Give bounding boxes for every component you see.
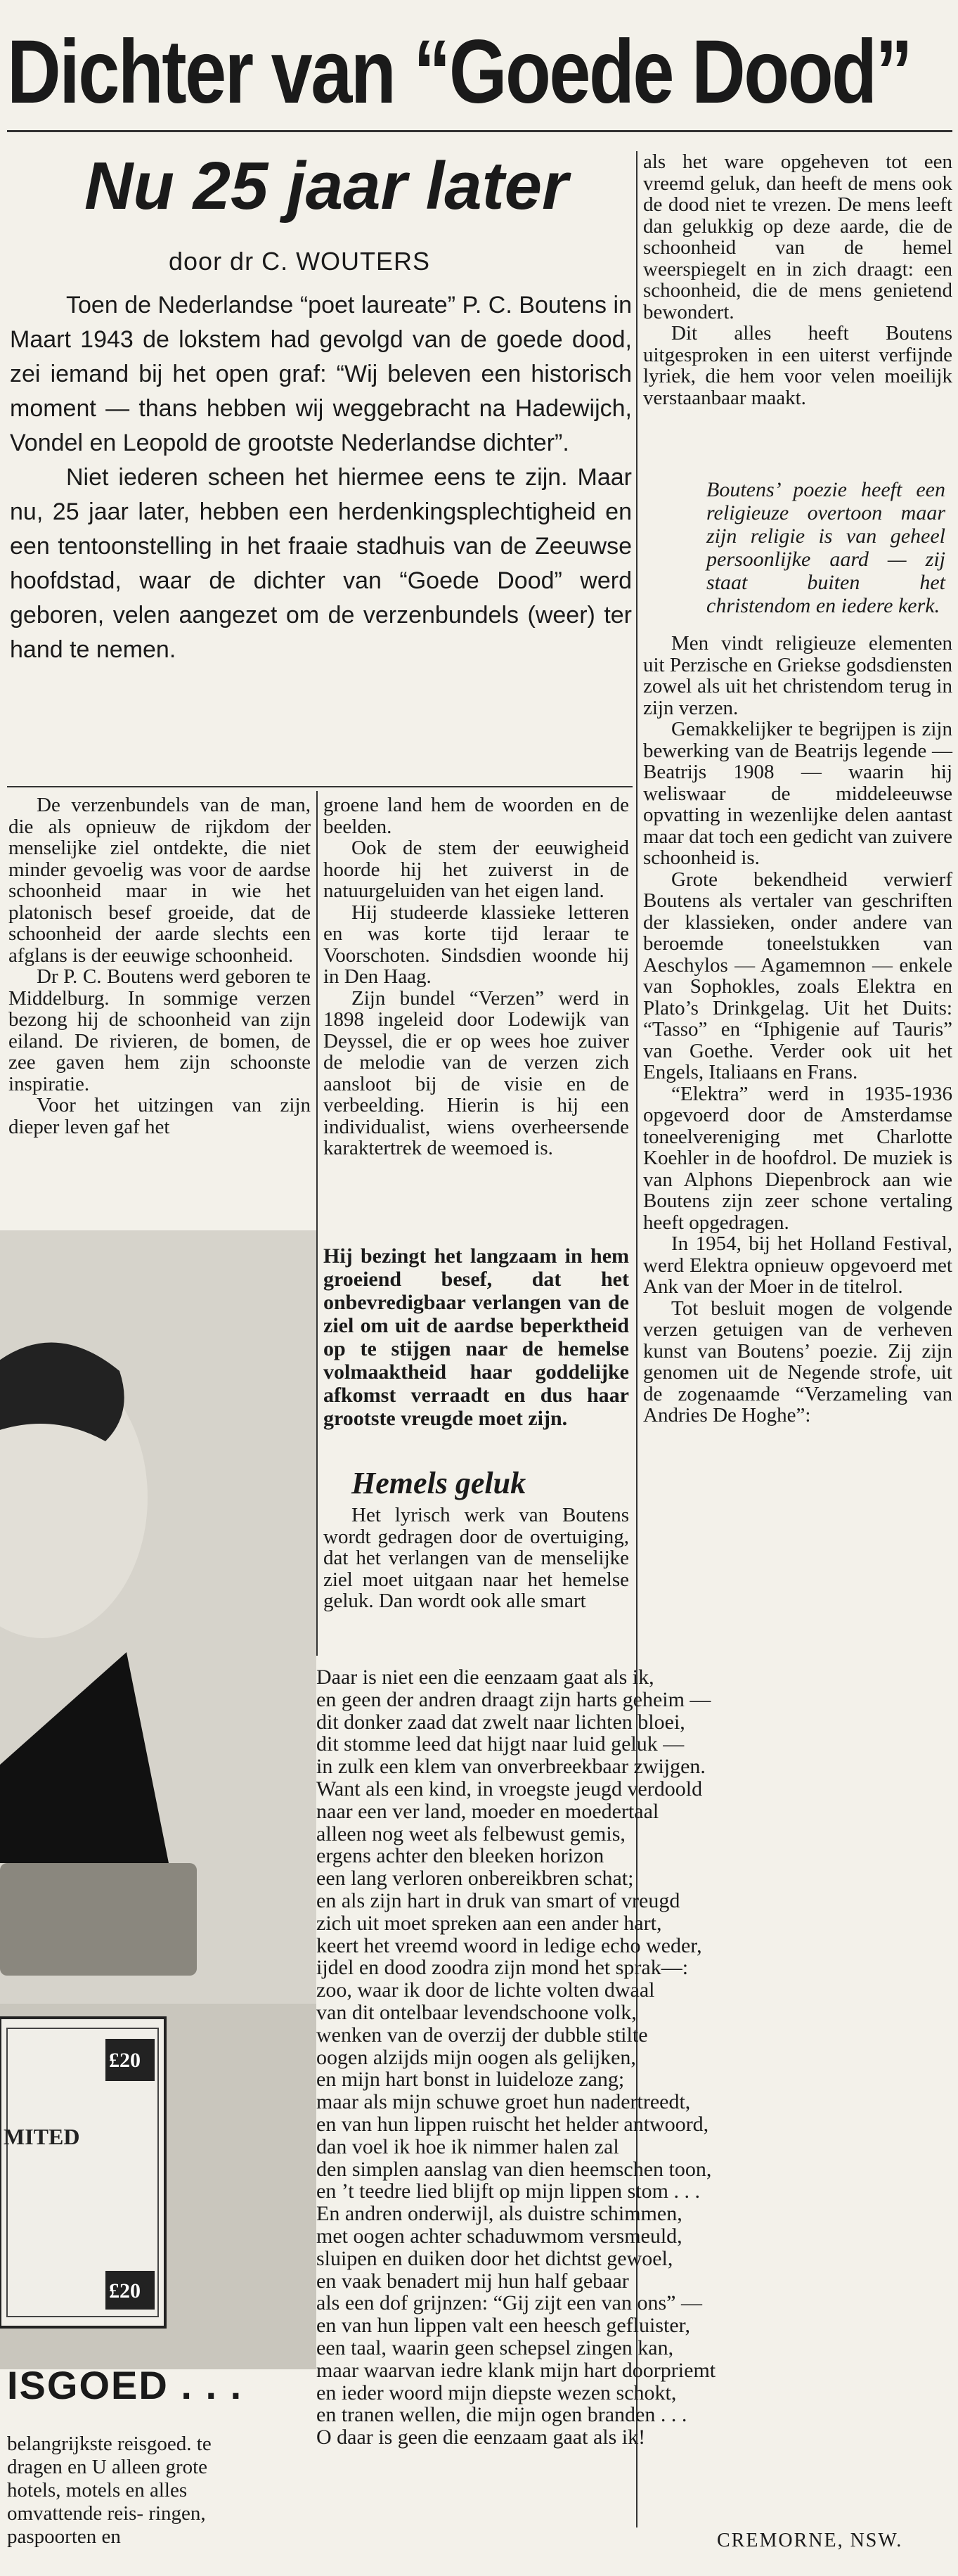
poem-line: een taal, waarin geen schepsel zingen kan,: [316, 2336, 674, 2359]
body-paragraph: Hij studeerde klassieke letteren en was korte tijd leraar te Voorschoten. Sindsdien woonde hij in Den Haag.: [323, 901, 629, 988]
poem: [316, 1666, 949, 2449]
author-photo: [0, 1230, 316, 2369]
poem-line: en van hun lippen valt een heesch gefluister,: [316, 2314, 690, 2338]
poem-line: in zulk een klem van onverbreekbaar zwijgen.: [316, 1755, 706, 1779]
body-paragraph: Tot besluit mogen de volgende verzen getuigen van de verheven kunst van Boutens’ poezie. Zij zijn genomen uit de Negende strofe, uit de zogenaamde “Verzameling van Andries De Hoghe”:: [643, 1296, 952, 1427]
poem-line: den simplen aanslag van dien heemschen toon,: [316, 2157, 712, 2181]
poem-line: Want als een kind, in vroegste jeugd verdoold: [316, 1777, 703, 1801]
column-3: [643, 151, 952, 408]
intro-text: [10, 288, 632, 667]
body-paragraph: De verzenbundels van de man, die als opnieuw de rijkdom der menselijke ziel ontdekte, die niet minder gevoelig was voor de aardse schoonheid maar in wie het platonisch besef groeide, dat de schoonheid der aarde slechts een afglans is der eeuwige schoonheid.: [8, 794, 311, 967]
poem-line: zoo, waar ik door de lichte volten dwaal: [316, 1978, 655, 2002]
body-paragraph: In 1954, bij het Holland Festival, werd Elektra opnieuw opgevoerd met Ank van der Moer in de titelrol.: [643, 1232, 952, 1298]
body-paragraph: Zijn bundel “Verzen” werd in 1898 ingeleid door Lodewijk van Deyssel, die er op wees hoe zuiver de melodie van de verzen zich aansloot bij de visie en de verbeelding. Hierin is hij een individualist, wiens overheersende karaktertrek de weemoed is.: [323, 986, 629, 1159]
poem-line: als een dof grijnzen: “Gij zijt een van ons” —: [316, 2291, 702, 2315]
pullquote-italic: Boutens’ poezie heeft een religieuze overtoon maar zijn religie is van geheel persoonlijke aard — zij staat buiten het christendom en iedere kerk.: [706, 478, 945, 617]
banknote-value: £20: [109, 2279, 141, 2303]
poem-line: en vaak benadert mij hun half gebaar: [316, 2269, 629, 2293]
poem-line: En andren onderwijl, als duistre schimmen,: [316, 2202, 682, 2226]
poem-line: keert het vreemd woord in ledige echo weder,: [316, 1933, 702, 1957]
body-paragraph: Het lyrisch werk van Boutens wordt gedragen door de overtuiging, dat het verlangen van de menselijke ziel moet uitgaan naar het hemelse geluk. Dan wordt ook alle smart: [323, 1504, 629, 1612]
poem-line: dit donker zaad dat zwelt naar lichten bloei,: [316, 1710, 685, 1734]
pullquote-bold: Hij bezingt het langzaam in hem groeiend besef, dat het onbevredigbaar verlangen van de ziel om uit de aardse beperktheid op te stijgen naar de hemelse volmaaktheid haar goddelijke afkomst verraadt en dus haar grootste vreugde moet zijn.: [323, 1244, 629, 1430]
subheadline: Nu 25 jaar later: [84, 148, 569, 224]
poem-line: maar als mijn schuwe groet hun nadertreedt,: [316, 2090, 691, 2114]
poem-line: dan voel ik hoe ik nimmer halen zal: [316, 2134, 619, 2158]
poem-line: en tranen wellen, die mijn ogen branden . . .: [316, 2403, 687, 2427]
poem-line: naar een ver land, moeder en moedertaal: [316, 1799, 659, 1823]
column-2: [323, 794, 629, 1159]
poem-line: O daar is geen die eenzaam gaat als ik!: [316, 2426, 646, 2449]
poem-line: en als zijn hart in druk van smart of vreugd: [316, 1888, 680, 1912]
body-paragraph: groene land hem de woorden en de beelden.: [323, 794, 629, 838]
poem-line: een lang verloren onbereikbren schat;: [316, 1867, 634, 1891]
body-paragraph: Dr P. C. Boutens werd geboren te Middelburg. In sommige verzen bezong hij de schoonheid van zijn eiland. De rivieren, de bomen, de zee gaven hem zijn schoonste inspiratie.: [8, 965, 311, 1095]
poem-line: en mijn hart bonst in luideloze zang;: [316, 2068, 625, 2092]
section-heading: Hemels geluk: [351, 1466, 526, 1500]
body-paragraph: Dit alles heeft Boutens uitgesproken in een uiterst verfijnde lyriek, die hem voor velen moeilijk verstaanbaar maakt.: [643, 322, 952, 409]
poem-line: ijdel en dood zoodra zijn mond het sprak—:: [316, 1956, 689, 1980]
body-paragraph: Men vindt religieuze elementen uit Perzische en Griekse godsdiensten zowel als uit het christendom terug in zijn verzen.: [643, 632, 952, 719]
body-paragraph: Grote bekendheid verwierf Boutens als vertaler van geschriften der klassieken, onder andere van beroemde toneelstukken van Aeschylos — Agamemnon — enkele van Sophokles, zoals Elektra en Plato’s Drinkgelag. Uit het Duits: “Tasso” en “Iphigenie auf Tauris” van Goethe. Verder ook uit het Engels, Italiaans en Frans.: [643, 868, 952, 1083]
intro-paragraph: Niet iederen scheen het hiermee eens te zijn. Maar nu, 25 jaar later, hebben een herdenkingsplechtigheid en een tentoonstelling in het fraaie stadhuis van de Zeeuwse hoofdstad, waar de dichter van “Goede Dood” werd geboren, velen aangezet om de verzenbundels (weer) ter hand te nemen.: [10, 464, 632, 663]
banknote-value: £20: [109, 2049, 141, 2072]
ad-heading: ISGOED . . .: [7, 2363, 243, 2407]
body-paragraph: Ook de stem der eeuwigheid hoorde hij het zuiverst in de natuurgeluiden van het eigen land.: [323, 837, 629, 902]
poem-line: en van hun lippen ruischt het helder antwoord,: [316, 2112, 709, 2136]
poem-line: en ’t teedre lied blijft op mijn lippen stom . . .: [316, 2179, 701, 2203]
poem-line: ergens achter den bleeken horizon: [316, 1844, 604, 1868]
poem-line: alleen nog weet als felbewust gemis,: [316, 1822, 626, 1846]
poem-line: met oogen achter schaduwmom versmeuld,: [316, 2224, 682, 2248]
poem-line: oogen alzijds mijn oogen als gelijken,: [316, 2045, 636, 2069]
poem-line: Daar is niet een die eenzaam gaat als ik,: [316, 1666, 654, 1689]
poem-line: zich uit moet spreken aan een ander hart,: [316, 1911, 662, 1935]
poem-line: sluipen en duiken door het dichtst gewoel,: [316, 2246, 673, 2270]
poem-line: van dit ontelbaar levendschoone volk,: [316, 2000, 637, 2024]
poem-line: maar waarvan iedre klank mijn hart doorpriemt: [316, 2358, 716, 2382]
headline-rule: [7, 130, 952, 132]
portrait-image: [0, 1230, 316, 2369]
poem-line: en geen der andren draagt zijn harts geheim —: [316, 1687, 711, 1711]
column-1: [8, 794, 311, 1138]
byline: door dr C. WOUTERS: [169, 247, 431, 276]
intro-bottom-rule: [7, 786, 633, 787]
poem-line: wenken van de overzij der dubble stilte: [316, 2023, 648, 2047]
body-paragraph: als het ware opgeheven tot een vreemd geluk, dan heeft de mens ook de dood niet te vrezen. De mens leeft dan gelukkig op deze aarde, die de schoonheid van de hemel weerspiegelt en in zich draagt: een schoonheid, die de mens genietend bewondert.: [643, 150, 952, 323]
column-3-continued: [643, 633, 952, 1427]
banknote-word: MITED: [4, 2124, 80, 2149]
headline: Dichter van “Goede Dood”: [7, 22, 912, 122]
poem-line: dit stomme leed dat hijgt naar luid geluk —: [316, 1732, 685, 1756]
signature: CREMORNE, NSW.: [717, 2530, 903, 2551]
body-paragraph: “Elektra” werd in 1935-1936 opgevoerd door de Amsterdamse toneelvereniging met Charlotte Koehler in de hoofdrol. De muziek is van Alphons Diepenbrock aan wie Boutens zijn zeer schone vertaling heeft opgedragen.: [643, 1082, 952, 1234]
body-paragraph: Gemakkelijker te begrijpen is zijn bewerking van de Beatrijs legende — Beatrijs 1908 — waarin hij weliswaar de middeleeuwse opvatting in wezenlijke delen aantast maar dat toch een gedicht van zuivere schoonheid is.: [643, 718, 952, 869]
ad-text: belangrijkste reisgoed. te dragen en U alleen grote hotels, motels en alles omvattende reis- ringen, paspoorten en: [7, 2433, 212, 2548]
column-rule: [316, 791, 318, 1656]
intro-paragraph: Toen de Nederlandse “poet laureate” P. C. Boutens in Maart 1943 de lokstem had gevolgd van de goede dood, zei iemand bij het open graf: “Wij beleven een historisch moment — thans hebben wij weggebracht na Hadewijch, Vondel en Leopold de grootste Nederlandse dichter”.: [10, 292, 632, 456]
column-2-continued: [323, 1505, 629, 1612]
poem-line: en ieder woord mijn diepste wezen schokt,: [316, 2381, 677, 2404]
body-paragraph: Voor het uitzingen van zijn dieper leven gaf het: [8, 1094, 311, 1138]
